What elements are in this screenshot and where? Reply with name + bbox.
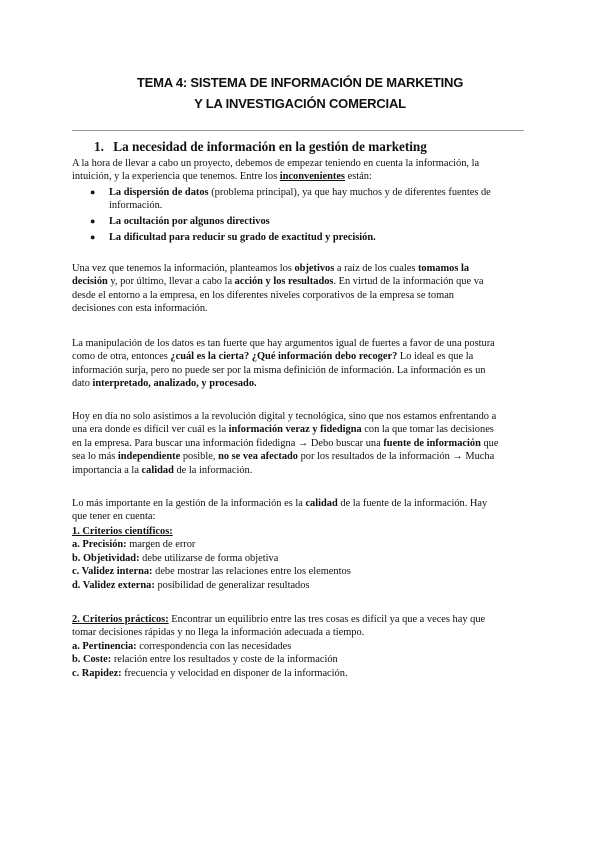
- criterios-practicos-heading: 2. Criterios prácticos:: [72, 614, 169, 625]
- text-line: Hoy en día no solo asistimos a la revolución digital y tecnológica, sino que nos estamos enfrentando a: [72, 411, 497, 422]
- bullet-text: información.: [109, 200, 163, 212]
- text-line: importancia a la calidad de la información.: [72, 464, 253, 476]
- paragraph-intro: [72, 157, 528, 184]
- paragraph-digital-era: [72, 410, 528, 477]
- text-line: Lo más importante en la gestión de la información es la calidad de la fuente de la información. Hay: [72, 498, 488, 509]
- inconvenientes-term: inconvenientes: [279, 171, 345, 183]
- text-line: 2. Criterios prácticos: Encontrar un equilibrio entre las tres cosas es difícil ya que a veces hay que: [72, 614, 486, 625]
- bullet-text: (problema principal), ya que hay muchos y de diferentes fuentes de: [208, 187, 491, 198]
- bullet-icon: ●: [90, 232, 96, 242]
- text-line: que tener en cuenta:: [72, 511, 156, 523]
- text-line: una era donde es difícil ver cuál es la información veraz y fidedigna con la que tomar las decisiones: [72, 424, 494, 436]
- bullet-icon: ●: [90, 187, 96, 197]
- list-item: d. Validez externa: posibilidad de generalizar resultados: [72, 579, 310, 591]
- title-divider: [72, 130, 524, 131]
- list-item: c. Rapidez: frecuencia y velocidad en disponer de la información.: [72, 667, 348, 679]
- list-item: a. Pertinencia: correspondencia con las necesidades: [72, 640, 292, 652]
- list-item: [90, 231, 520, 245]
- text-run: están:: [344, 171, 372, 183]
- bullet-term: La dificultad para reducir su grado de exactitud y precisión.: [109, 232, 376, 243]
- list-item: a. Precisión: margen de error: [72, 539, 196, 551]
- list-item: b. Objetividad: debe utilizarse de forma objetiva: [72, 552, 279, 564]
- section-number: 1.: [94, 139, 104, 154]
- text-line: [72, 170, 528, 183]
- text-line: A la hora de llevar a cabo un proyecto, debemos de empezar teniendo en cuenta la información, la: [72, 158, 480, 169]
- list-item: c. Validez interna: debe mostrar las relaciones entre los elementos: [72, 566, 351, 578]
- list-item: [90, 215, 520, 229]
- document-title-line-1: TEMA 4: SISTEMA DE INFORMACIÓN DE MARKETING: [136, 75, 464, 90]
- text-line: sea lo más independiente posible, no se vea afectado por los resultados de la información → Mucha: [72, 451, 495, 463]
- paragraph-manipulation: [72, 337, 528, 391]
- list-item: [90, 186, 520, 213]
- text-line: La manipulación de los datos es tan fuerte que hay argumentos igual de fuertes a favor de una postura: [72, 338, 495, 349]
- text-line: en la empresa. Para buscar una información fidedigna → Debo buscar una fuente de información que: [72, 437, 499, 449]
- text-line: decisión y, por último, llevar a cabo la acción y los resultados. En virtud de la información que va: [72, 276, 484, 288]
- paragraph-objectives: [72, 262, 528, 316]
- text-line: desde el entorno a la empresa, en los diferentes niveles corporativos de la empresa se toman: [72, 289, 455, 301]
- section-title: La necesidad de información en la gestión de marketing: [113, 139, 427, 154]
- criterios-practicos: [72, 613, 528, 680]
- bullet-term: La ocultación por algunos directivos: [109, 216, 270, 227]
- text-line: tomar decisiones rápidas y no llega la información adecuada a tiempo.: [72, 627, 365, 639]
- list-item: b. Coste: relación entre los resultados y coste de la información: [72, 654, 338, 666]
- document-title-line-2: Y LA INVESTIGACIÓN COMERCIAL: [194, 96, 406, 111]
- text-line: Una vez que tenemos la información, planteamos los objetivos a raíz de los cuales tomamos la: [72, 263, 470, 274]
- paragraph-quality: [72, 497, 528, 524]
- criterios-cientificos-heading: 1. Criterios científicos:: [72, 526, 173, 537]
- bullet-icon: ●: [90, 216, 96, 226]
- text-line: como de otra, entonces ¿cuál es la cierta? ¿Qué información debo recoger? Lo ideal es que la: [72, 351, 474, 363]
- bullet-term: La dispersión de datos: [109, 187, 209, 198]
- text-run: intuición, y la experiencia que tenemos. Entre los: [72, 171, 280, 183]
- section-heading: [94, 140, 427, 153]
- text-line: información surja, pero no puede ser por la misma definición de información. La información es un: [72, 364, 486, 376]
- text-line: dato interpretado, analizado, y procesado.: [72, 378, 257, 390]
- criterios-cientificos: [72, 525, 528, 592]
- text-line: decisiones con esta información.: [72, 303, 208, 315]
